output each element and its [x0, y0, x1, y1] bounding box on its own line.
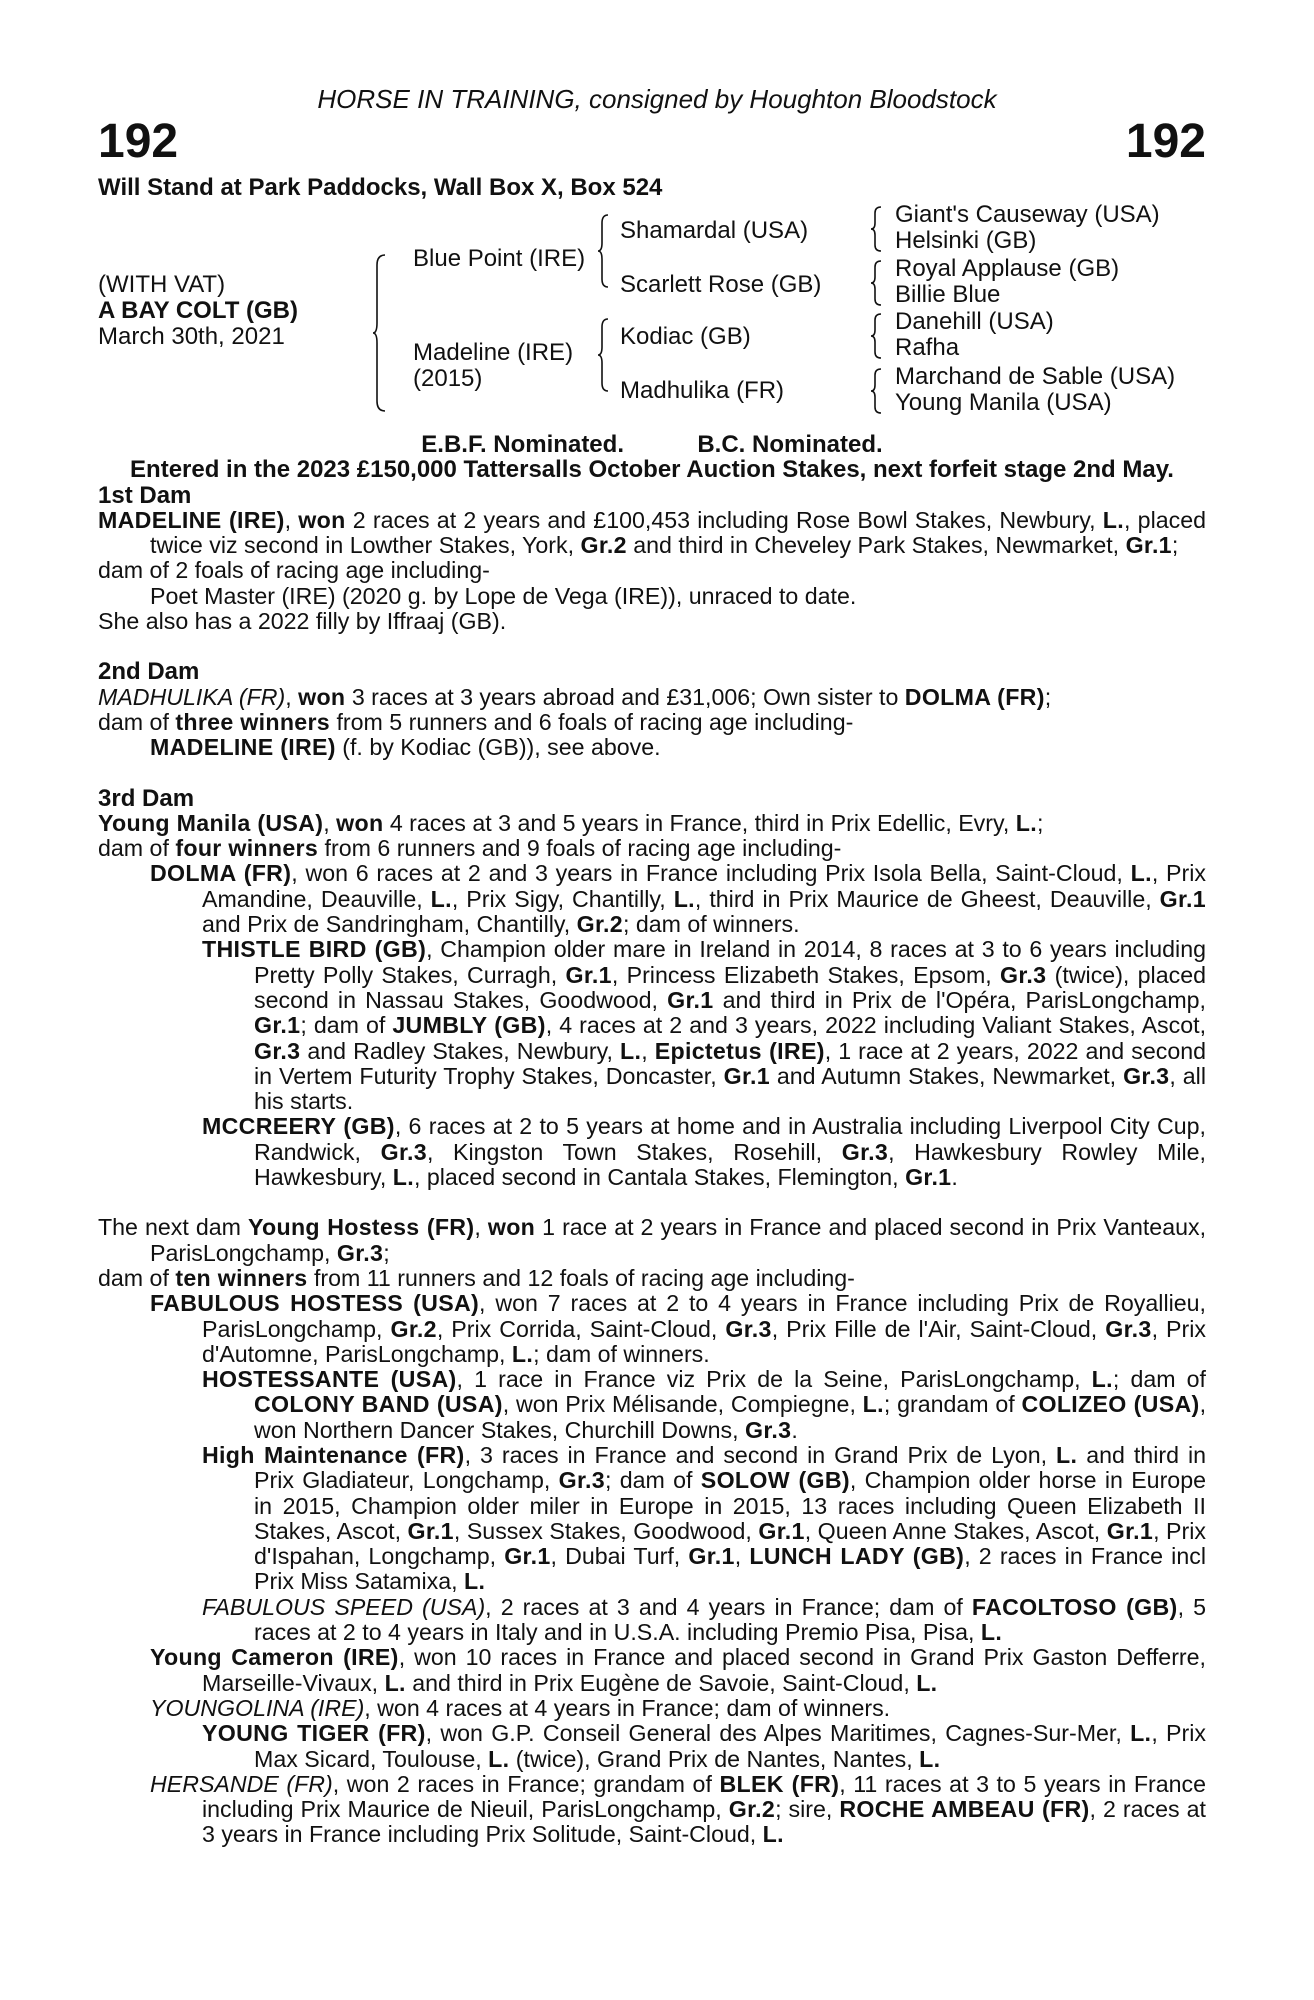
dd-sire: Marchand de Sable (USA) [895, 363, 1176, 390]
sd-sire: Royal Applause (GB) [895, 255, 1120, 282]
first-dam-produce-intro: dam of 2 foals of racing age including- [98, 557, 490, 584]
first-dam-produce-2: She also has a 2022 filly by Iffraaj (GB). [98, 608, 507, 635]
produce-hersande: HERSANDE (FR), won 2 races in France; grandam of BLEK (FR), 11 races at 3 to 5 years in France including Prix Maurice de Nieuil, ParisLongchamp, Gr.2; sire, ROCHE AMBEAU (FR), 2 races at 3 years in France including Prix Solitude, Saint-Cloud, L. [150, 1770, 1207, 1848]
brace-6 [871, 312, 883, 360]
dam-dam: Madhulika (FR) [620, 377, 785, 404]
bc-nomination: B.C. Nominated. [697, 431, 883, 458]
pedigree-table [98, 201, 1208, 425]
third-dam-heading: 3rd Dam [98, 784, 195, 812]
produce-young-tiger: YOUNG TIGER (FR), won G.P. Conseil General des Alpes Maritimes, Cagnes-Sur-Mer, L., Prix Max Sicard, Toulouse, L. (twice), Grand Prix de Nantes, Nantes, L. [202, 1720, 1206, 1772]
produce-hostessante: HOSTESSANTE (USA), 1 race in France viz Prix de la Seine, ParisLongchamp, L.; dam of COLONY BAND (USA), won Prix Mélisande, Compiegne, L.; grandam of COLIZEO (USA), won Northern Dancer Stakes, Churchill Downs, Gr.3. [202, 1366, 1207, 1443]
first-dam-heading: 1st Dam [98, 481, 192, 509]
ds-sire: Danehill (USA) [895, 308, 1054, 335]
foaled-date: March 30th, 2021 [98, 323, 285, 350]
dam-name: Madeline (IRE) [413, 339, 574, 366]
ds-dam: Rafha [895, 334, 960, 361]
dd-dam: Young Manila (USA) [895, 389, 1112, 416]
sire-sire: Shamardal (USA) [620, 217, 809, 244]
sire-dam: Scarlett Rose (GB) [620, 271, 822, 298]
brace-2 [598, 213, 610, 289]
ss-sire: Giant's Causeway (USA) [895, 201, 1160, 228]
next-dam-record: The next dam Young Hostess (FR), won 1 race at 2 years in France and placed second in Prix Vanteaux, ParisLongchamp, Gr.3; [98, 1214, 1207, 1266]
sire: Blue Point (IRE) [413, 245, 586, 272]
brace-3 [598, 317, 610, 393]
entry-note: Entered in the 2023 £150,000 Tattersalls October Auction Stakes, next forfeit stage 2nd May. [130, 456, 1174, 484]
first-dam-produce-1: Poet Master (IRE) (2020 g. by Lope de Vega (IRE)), unraced to date. [150, 582, 857, 609]
lot-number-right: 192 [1125, 115, 1206, 168]
lot-number-left: 192 [98, 115, 179, 168]
second-dam-record: MADHULIKA (FR), won 3 races at 3 years abroad and £31,006; Own sister to DOLMA (FR); [98, 683, 1052, 710]
third-dam-produce-intro: dam of four winners from 6 runners and 9 foals of racing age including- [98, 835, 842, 862]
stand-location: Will Stand at Park Paddocks, Wall Box X, Box 524 [98, 174, 663, 201]
first-dam-record: MADELINE (IRE), won 2 races at 2 years and £100,453 including Rose Bowl Stakes, Newbury, L., placed twice viz second in Lowther Stakes, York, Gr.2 and third in Cheveley Park Stakes, Newmarket, Gr.1; [98, 506, 1207, 559]
produce-mccreery: MCCREERY (GB), 6 races at 2 to 5 years at home and in Australia including Liverpool City Cup, Randwick, Gr.3, Kingston Town Stakes, Rosehill, Gr.3, Hawkesbury Rowley Mile, Hawkesbury, L., placed second in Cantala Stakes, Flemington, Gr.1. [202, 1113, 1207, 1191]
second-dam-produce-intro: dam of three winners from 5 runners and 6 foals of racing age including- [98, 708, 854, 735]
consignment-line: HORSE IN TRAINING, consigned by Houghton Bloodstock [317, 84, 997, 114]
dam-year: (2015) [413, 365, 483, 392]
vat-note: (WITH VAT) [98, 271, 226, 298]
catalogue-body [98, 432, 1206, 1848]
horse-name: A BAY COLT (GB) [98, 297, 299, 324]
dam-sire: Kodiac (GB) [620, 323, 751, 350]
produce-fabulous-hostess: FABULOUS HOSTESS (USA), won 7 races at 2 to 4 years in France including Prix de Royallieu, ParisLongchamp, Gr.2, Prix Corrida, Saint-Cloud, Gr.3, Prix Fille de l'Air, Saint-Cloud, Gr.3, Prix d'Automne, ParisLongchamp, L.; dam of winners. [150, 1290, 1206, 1367]
produce-youngolina: YOUNGOLINA (IRE), won 4 races at 4 years in France; dam of winners. [150, 1694, 891, 1721]
brace-4 [871, 205, 883, 253]
produce-dolma: DOLMA (FR), won 6 races at 2 and 3 years in France including Prix Isola Bella, Saint-Cloud, L., Prix Amandine, Deauville, L., Prix Sigy, Chantilly, L., third in Prix Maurice de Gheest, Deauville, Gr.1 and Prix de Sandringham, Chantilly, Gr.2; dam of winners. [150, 860, 1206, 938]
third-dam-record: Young Manila (USA), won 4 races at 3 and 5 years in France, third in Prix Edellic, Evry, L.; [98, 809, 1044, 836]
second-dam-produce-1: MADELINE (IRE) (f. by Kodiac (GB)), see above. [150, 734, 661, 761]
ebf-nomination: E.B.F. Nominated. [421, 431, 624, 458]
ss-dam: Helsinki (GB) [895, 227, 1037, 254]
produce-fabulous-speed: FABULOUS SPEED (USA), 2 races at 3 and 4 years in France; dam of FACOLTOSO (GB), 5 races at 2 to 4 years in Italy and in U.S.A. including Premio Pisa, Pisa, L. [202, 1593, 1206, 1646]
produce-thistle-bird: THISTLE BIRD (GB), Champion older mare in Ireland in 2014, 8 races at 3 to 6 years including Pretty Polly Stakes, Curragh, Gr.1, Princess Elizabeth Stakes, Epsom, Gr.3 (twice), placed second in Nassau Stakes, Goodwood, Gr.1 and third in Prix de l'Opéra, ParisLongchamp, Gr.1; dam of JUMBLY (GB), 4 races at 2 and 3 years, 2022 including Valiant Stakes, Ascot, Gr.3 and Radley Stakes, Newbury, L., Epictetus (IRE), 1 race at 2 years, 2022 and second in Vertem Futurity Trophy Stakes, Doncaster, Gr.1 and Autumn Stakes, Newmarket, Gr.3, all his starts. [202, 936, 1207, 1115]
produce-high-maintenance: High Maintenance (FR), 3 races in France and second in Grand Prix de Lyon, L. and third in Prix Gladiateur, Longchamp, Gr.3; dam of SOLOW (GB), Champion older horse in Europe in 2015, Champion older miler in Europe in 2015, 13 races including Queen Elizabeth II Stakes, Ascot, Gr.1, Sussex Stakes, Goodwood, Gr.1, Queen Anne Stakes, Ascot, Gr.1, Prix d'Ispahan, Longchamp, Gr.1, Dubai Turf, Gr.1, LUNCH LADY (GB), 2 races in France incl Prix Miss Satamixa, L. [202, 1441, 1206, 1595]
second-dam-heading: 2nd Dam [98, 658, 200, 686]
nominations [98, 432, 1206, 457]
brace-5 [871, 259, 883, 307]
produce-young-cameron: Young Cameron (IRE), won 10 races in France and placed second in Grand Prix Gaston Defferre, Marseille-Vivaux, L. and third in Prix Eugène de Savoie, Saint-Cloud, L. [150, 1644, 1206, 1696]
brace-1 [373, 253, 387, 413]
next-dam-produce-intro: dam of ten winners from 11 runners and 12 foals of racing age including- [98, 1264, 855, 1291]
brace-7 [871, 367, 883, 415]
sd-dam: Billie Blue [895, 281, 1001, 308]
